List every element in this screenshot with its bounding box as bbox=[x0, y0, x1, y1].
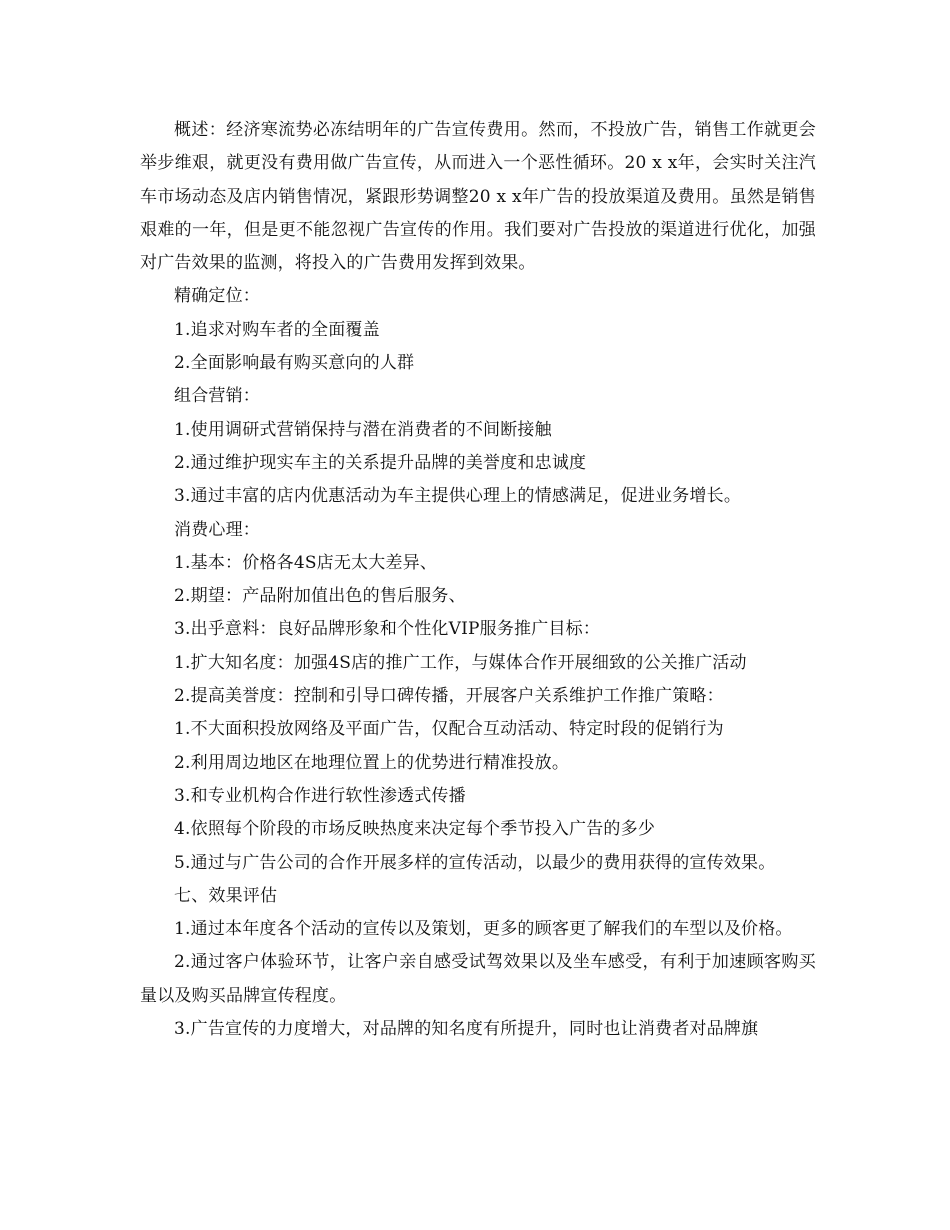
paragraph-overview: 概述：经济寒流势必冻结明年的广告宣传费用。然而，不投放广告，销售工作就更会举步维艰，就更没有费用做广告宣传，从而进入一个恶性循环。20 x x年，会实时关注汽车市场动态及店内销售情况，紧跟形势调整20 x x年广告的投放渠道及费用。虽然是销售艰难的一年，但是更不能忽视广告宣传的作用。我们要对广告投放的渠道进行优化，加强对广告效果的监测，将投入的广告费用发挥到效果。 bbox=[140, 120, 816, 274]
list-item: 2.提高美誉度：控制和引导口碑传播，开展客户关系维护工作推广策略： bbox=[174, 686, 724, 707]
list-item: 2.全面影响最有购买意向的人群 bbox=[174, 353, 415, 374]
heading-precise-positioning: 精确定位： bbox=[174, 286, 260, 307]
document-body bbox=[140, 114, 816, 1046]
list-item: 1.基本：价格各4S店无太大差异、 bbox=[174, 552, 438, 573]
list-item: 2.利用周边地区在地理位置上的优势进行精准投放。 bbox=[174, 752, 570, 773]
list-item: 3.和专业机构合作进行软性渗透式传播 bbox=[174, 785, 466, 806]
list-item: 1.不大面积投放网络及平面广告，仅配合互动活动、特定时段的促销行为 bbox=[174, 719, 724, 740]
list-item: 1.使用调研式营销保持与潜在消费者的不间断接触 bbox=[174, 419, 552, 440]
list-item: 2.通过客户体验环节，让客户亲自感受试驾效果以及坐车感受，有利于加速顾客购买量以及购买品牌宣传程度。 bbox=[140, 952, 816, 1006]
list-item: 5.通过与广告公司的合作开展多样的宣传活动，以最少的费用获得的宣传效果。 bbox=[174, 852, 776, 873]
heading-combined-marketing: 组合营销： bbox=[174, 386, 260, 407]
list-item: 3.通过丰富的店内优惠活动为车主提供心理上的情感满足，促进业务增长。 bbox=[174, 486, 742, 507]
list-item: 1.扩大知名度：加强4S店的推广工作，与媒体合作开展细致的公关推广活动 bbox=[174, 652, 747, 673]
list-item: 1.通过本年度各个活动的宣传以及策划，更多的顾客更了解我们的车型以及价格。 bbox=[174, 919, 793, 940]
list-item: 1.追求对购车者的全面覆盖 bbox=[174, 319, 380, 340]
heading-consumer-psychology: 消费心理： bbox=[174, 519, 260, 540]
list-item: 3.广告宣传的力度增大，对品牌的知名度有所提升，同时也让消费者对品牌旗 bbox=[174, 1019, 759, 1040]
list-item: 2.通过维护现实车主的关系提升品牌的美誉度和忠诚度 bbox=[174, 452, 587, 473]
list-item: 2.期望：产品附加值出色的售后服务、 bbox=[174, 586, 466, 607]
list-item: 3.出乎意料：良好品牌形象和个性化VIP服务推广目标： bbox=[174, 619, 601, 640]
list-item: 4.依照每个阶段的市场反映热度来决定每个季节投入广告的多少 bbox=[174, 819, 656, 840]
heading-effect-evaluation: 七、效果评估 bbox=[174, 885, 278, 906]
